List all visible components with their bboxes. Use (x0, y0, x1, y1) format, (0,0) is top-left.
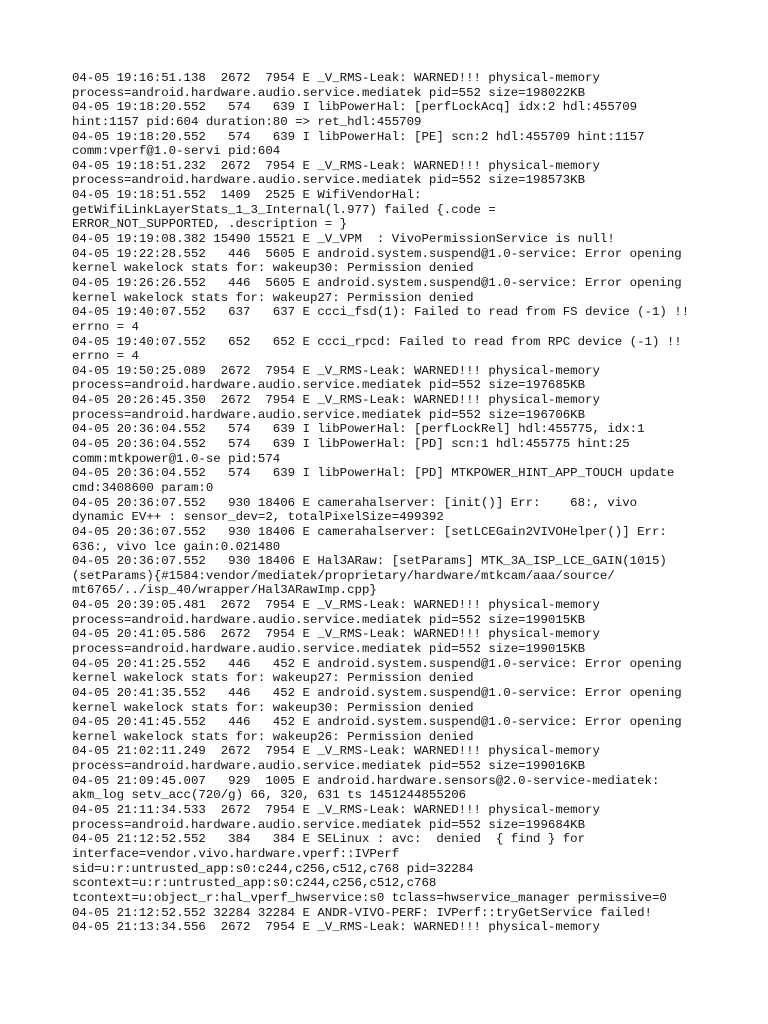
log-line: process=android.hardware.audio.service.mediatek pid=552 size=199016KB (72, 759, 586, 774)
log-line: comm:vperf@1.0-servi pid:604 (72, 144, 281, 159)
log-line: 04-05 19:40:07.552 637 637 E ccci_fsd(1): Failed to read from FS device (-1) !! (72, 305, 690, 320)
log-line: sid=u:r:untrusted_app:s0:c244,c256,c512,c768 pid=32284 (72, 861, 474, 876)
log-line: 04-05 20:26:45.350 2672 7954 E _V_RMS-Leak: WARNED!!! physical-memory (72, 393, 600, 408)
log-line: 04-05 19:18:51.552 1409 2525 E WifiVendorHal: (72, 188, 422, 203)
log-line: cmd:3408600 param:0 (72, 480, 214, 495)
log-line: 04-05 20:36:07.552 930 18406 E camerahalserver: [setLCEGain2VIVOHelper()] Err: (72, 524, 667, 539)
log-line: akm_log setv_acc(720/g) 66, 320, 631 ts 1451244855206 (72, 788, 467, 803)
log-line: 04-05 19:16:51.138 2672 7954 E _V_RMS-Leak: WARNED!!! physical-memory (72, 71, 600, 85)
log-line: getWifiLinkLayerStats_1_3_Internal(l.977) failed {.code = (72, 202, 496, 217)
log-line: kernel wakelock stats for: wakeup27: Permission denied (72, 671, 474, 686)
log-line: kernel wakelock stats for: wakeup30: Permission denied (72, 700, 474, 715)
log-line: 04-05 20:41:45.552 446 452 E android.system.suspend@1.0-service: Error opening (72, 715, 682, 730)
log-line: 04-05 20:39:05.481 2672 7954 E _V_RMS-Leak: WARNED!!! physical-memory (72, 598, 600, 613)
log-line: 04-05 20:41:05.586 2672 7954 E _V_RMS-Leak: WARNED!!! physical-memory (72, 627, 600, 642)
log-line: 04-05 20:36:04.552 574 639 I libPowerHal: [PD] scn:1 hdl:455775 hint:25 (72, 437, 630, 452)
log-line: 04-05 19:22:28.552 446 5605 E android.system.suspend@1.0-service: Error opening (72, 246, 682, 261)
log-line: 04-05 21:12:52.552 384 384 E SELinux : avc: denied { find } for (72, 832, 586, 847)
log-line: process=android.hardware.audio.service.mediatek pid=552 size=199015KB (72, 612, 586, 627)
log-line: 04-05 20:36:04.552 574 639 I libPowerHal: [perfLockRel] hdl:455775, idx:1 (72, 422, 645, 437)
log-line: 04-05 19:50:25.089 2672 7954 E _V_RMS-Leak: WARNED!!! physical-memory (72, 363, 600, 378)
log-line: process=android.hardware.audio.service.mediatek pid=552 size=198573KB (72, 173, 586, 188)
log-line: kernel wakelock stats for: wakeup27: Permission denied (72, 290, 474, 305)
log-line: interface=vendor.vivo.hardware.vperf::IVPerf (72, 846, 400, 861)
log-line: ERROR_NOT_SUPPORTED, .description = } (72, 217, 348, 232)
log-line: 04-05 21:11:34.533 2672 7954 E _V_RMS-Leak: WARNED!!! physical-memory (72, 803, 600, 818)
log-line: 04-05 20:36:04.552 574 639 I libPowerHal: [PD] MTKPOWER_HINT_APP_TOUCH update (72, 466, 675, 481)
log-line: 04-05 19:26:26.552 446 5605 E android.system.suspend@1.0-service: Error opening (72, 275, 682, 290)
log-line: 04-05 19:18:20.552 574 639 I libPowerHal: [PE] scn:2 hdl:455709 hint:1157 (72, 129, 645, 144)
log-line: 04-05 19:19:08.382 15490 15521 E _V_VPM : VivoPermissionService is null! (72, 232, 615, 247)
log-line: dynamic EV++ : sensor_dev=2, totalPixelSize=499392 (72, 510, 444, 525)
log-line: comm:mtkpower@1.0-se pid:574 (72, 451, 281, 466)
log-line: errno = 4 (72, 349, 139, 364)
log-line: kernel wakelock stats for: wakeup30: Permission denied (72, 261, 474, 276)
log-line: errno = 4 (72, 319, 139, 334)
log-line: 04-05 20:36:07.552 930 18406 E Hal3ARaw: [setParams] MTK_3A_ISP_LCE_GAIN(1015) (72, 554, 667, 569)
log-line: 04-05 21:09:45.007 929 1005 E android.hardware.sensors@2.0-service-mediatek: (72, 773, 660, 788)
log-line: 04-05 20:36:07.552 930 18406 E camerahalserver: [init()] Err: 68:, vivo (72, 495, 638, 510)
log-line: process=android.hardware.audio.service.mediatek pid=552 size=199015KB (72, 641, 586, 656)
log-line: 04-05 19:40:07.552 652 652 E ccci_rpcd: Failed to read from RPC device (-1) !! (72, 334, 682, 349)
log-line: process=android.hardware.audio.service.mediatek pid=552 size=196706KB (72, 407, 586, 422)
log-line: 04-05 19:18:20.552 574 639 I libPowerHal: [perfLockAcq] idx:2 hdl:455709 (72, 100, 638, 115)
log-line: kernel wakelock stats for: wakeup26: Permission denied (72, 729, 474, 744)
log-line: (setParams){#1584:vendor/mediatek/proprietary/hardware/mtkcam/aaa/source/ (72, 568, 615, 583)
log-line: process=android.hardware.audio.service.mediatek pid=552 size=197685KB (72, 378, 586, 393)
log-line: 04-05 19:18:51.232 2672 7954 E _V_RMS-Leak: WARNED!!! physical-memory (72, 158, 600, 173)
log-line: 04-05 20:41:25.552 446 452 E android.system.suspend@1.0-service: Error opening (72, 656, 682, 671)
log-line: process=android.hardware.audio.service.mediatek pid=552 size=199684KB (72, 817, 586, 832)
log-line: process=android.hardware.audio.service.mediatek pid=552 size=198022KB (72, 85, 586, 100)
log-line: hint:1157 pid:604 duration:80 => ret_hdl:455709 (72, 114, 422, 129)
log-line: scontext=u:r:untrusted_app:s0:c244,c256,c512,c768 (72, 876, 437, 891)
log-document (72, 71, 752, 935)
log-line: 636:, vivo lce gain:0.021480 (72, 539, 281, 554)
log-line: tcontext=u:object_r:hal_vperf_hwservice:s0 tclass=hwservice_manager permissive=0 (72, 890, 667, 905)
log-line: mt6765/../isp_40/wrapper/Hal3ARawImp.cpp} (72, 583, 377, 598)
log-line: 04-05 20:41:35.552 446 452 E android.system.suspend@1.0-service: Error opening (72, 685, 682, 700)
log-line: 04-05 21:02:11.249 2672 7954 E _V_RMS-Leak: WARNED!!! physical-memory (72, 744, 600, 759)
log-line: 04-05 21:13:34.556 2672 7954 E _V_RMS-Leak: WARNED!!! physical-memory (72, 920, 600, 935)
log-line: 04-05 21:12:52.552 32284 32284 E ANDR-VIVO-PERF: IVPerf::tryGetService failed! (72, 905, 652, 920)
